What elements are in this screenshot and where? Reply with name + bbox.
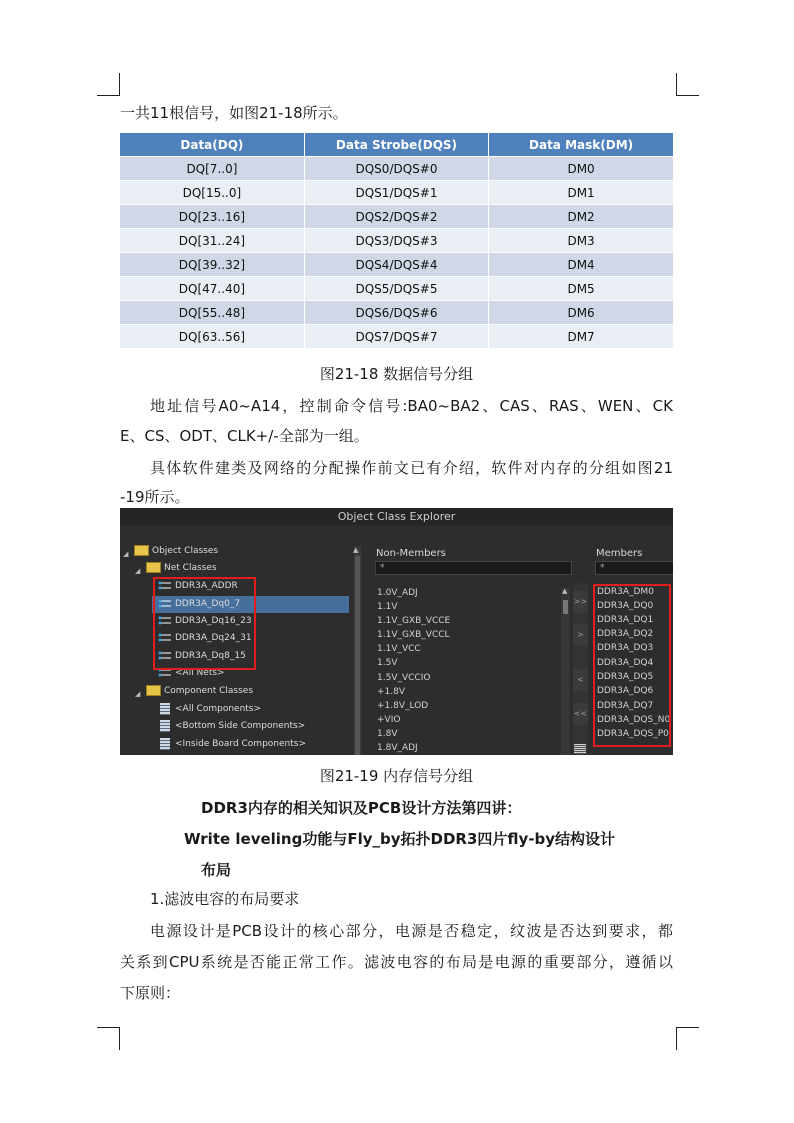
tree-label: <All Nets>: [175, 668, 225, 678]
cell-dm: DM2: [489, 205, 673, 229]
collapse-triangle-icon[interactable]: ◢: [135, 567, 141, 575]
non-member-item[interactable]: 1.5V: [377, 658, 398, 668]
paragraph-address-line2: E、CS、ODT、CLK+/-全部为一组。: [120, 427, 369, 445]
member-item[interactable]: DDR3A_DQ7: [597, 701, 654, 711]
tree-label: Component Classes: [164, 686, 254, 696]
member-item[interactable]: DDR3A_DQ6: [597, 686, 654, 696]
tree-label: DDR3A_Dq24_31: [175, 633, 252, 643]
tree-label: DDR3A_Dq16_23: [175, 616, 252, 626]
header-dq: Data(DQ): [120, 133, 304, 157]
member-item[interactable]: DDR3A_DQ1: [597, 615, 654, 625]
remove-all-button[interactable]: <<: [573, 703, 588, 725]
table-row: [120, 157, 673, 181]
member-item[interactable]: DDR3A_DQ0: [597, 601, 654, 611]
paragraph-power-line2: 关系到CPU系统是否能正常工作。滤波电容的布局是电源的重要部分，遵循以: [120, 953, 673, 971]
cell-dq: DQ[39..32]: [120, 253, 304, 277]
table-row: [120, 325, 673, 349]
non-member-item[interactable]: 1.1V: [377, 602, 398, 612]
members-red-highlight: [593, 584, 671, 747]
cell-dqs: DQS0/DQS#0: [304, 157, 488, 181]
tree-component-item[interactable]: [160, 737, 306, 752]
component-icon: [160, 720, 170, 732]
cell-dm: DM0: [489, 157, 673, 181]
cell-dqs: DQS3/DQS#3: [304, 229, 488, 253]
subsection-title: 1.滤波电容的布局要求: [150, 890, 300, 908]
folder-icon: [134, 545, 149, 556]
tree-label: DDR3A_Dq0_7: [175, 599, 241, 609]
non-member-item[interactable]: +VIO: [377, 715, 401, 725]
section-heading-line3: 布局: [201, 861, 232, 879]
non-member-item[interactable]: 1.1V_VCC: [377, 644, 421, 654]
object-class-explorer-screenshot: [120, 508, 673, 755]
table-row: [120, 181, 673, 205]
non-members-header: Non-Members: [376, 548, 446, 559]
figure-caption-21-18: 图21-18 数据信号分组: [319, 365, 474, 383]
section-heading-line2: Write leveling功能与Fly_by拓扑DDR3四片fly-by结构设计: [184, 830, 616, 848]
cell-dq: DQ[55..48]: [120, 301, 304, 325]
paragraph-address-line1: 地址信号A0~A14，控制命令信号:BA0~BA2、CAS、RAS、WEN、CK: [150, 397, 673, 415]
member-item[interactable]: DDR3A_DQS_P0: [597, 729, 669, 739]
tree-net-classes[interactable]: [146, 561, 217, 576]
paragraph-software-line1: 具体软件建类及网络的分配操作前文已有介绍，软件对内存的分组如图21: [150, 459, 673, 477]
tree-object-classes[interactable]: [134, 544, 218, 559]
section-heading-line1: DDR3内存的相关知识及PCB设计方法第四讲：: [201, 799, 522, 817]
folder-icon: [146, 562, 161, 573]
scroll-up-arrow-icon[interactable]: ▲: [562, 587, 568, 595]
add-all-button[interactable]: >>: [573, 591, 588, 613]
cell-dqs: DQS4/DQS#4: [304, 253, 488, 277]
cell-dm: DM6: [489, 301, 673, 325]
table-row: [120, 205, 673, 229]
member-item[interactable]: DDR3A_DQ2: [597, 629, 654, 639]
paragraph-power-line1: 电源设计是PCB设计的核心部分，电源是否稳定，纹波是否达到要求，都: [150, 922, 673, 940]
members-header: Members: [596, 548, 643, 559]
folder-icon: [146, 685, 161, 696]
cell-dq: DQ[31..24]: [120, 229, 304, 253]
cell-dq: DQ[63..56]: [120, 325, 304, 349]
table-header-row: [120, 133, 673, 157]
cell-dq: DQ[23..16]: [120, 205, 304, 229]
tree-label: <Inside Board Components>: [175, 739, 306, 749]
cell-dq: DQ[47..40]: [120, 277, 304, 301]
table-row: [120, 301, 673, 325]
cell-dq: DQ[15..0]: [120, 181, 304, 205]
non-members-scrollbar[interactable]: [561, 588, 570, 755]
non-member-item[interactable]: 1.1V_GXB_VCCE: [377, 616, 451, 626]
tree-label: Object Classes: [152, 546, 219, 556]
intro-line: 一共11根信号，如图21-18所示。: [120, 104, 348, 122]
non-member-item[interactable]: 1.8V_ADJ: [377, 743, 418, 753]
header-dqs: Data Strobe(DQS): [304, 133, 488, 157]
cell-dm: DM5: [489, 277, 673, 301]
net-classes-red-highlight: [153, 577, 256, 670]
tree-label: DDR3A_Dq8_15: [175, 651, 246, 661]
non-member-item[interactable]: 1.8V: [377, 729, 398, 739]
window-title: Object Class Explorer: [337, 510, 456, 523]
tree-label: <All Components>: [175, 704, 262, 714]
cell-dm: DM3: [489, 229, 673, 253]
paragraph-power-line3: 下原则：: [120, 984, 181, 1002]
collapse-triangle-icon[interactable]: ◢: [123, 550, 129, 558]
collapse-triangle-icon[interactable]: ◢: [135, 690, 141, 698]
cell-dqs: DQS5/DQS#5: [304, 277, 488, 301]
cell-dqs: DQS1/DQS#1: [304, 181, 488, 205]
cell-dm: DM7: [489, 325, 673, 349]
component-icon: [160, 738, 170, 750]
table-row: [120, 229, 673, 253]
crop-mark-bottom-right: [676, 1027, 699, 1050]
cell-dqs: DQS7/DQS#7: [304, 325, 488, 349]
data-signal-table: [120, 133, 673, 348]
tree-component-item[interactable]: [160, 702, 261, 717]
non-members-filter-input[interactable]: *: [375, 561, 572, 575]
table-row: [120, 277, 673, 301]
cell-dm: DM4: [489, 253, 673, 277]
table-row: [120, 253, 673, 277]
member-item[interactable]: DDR3A_DQ4: [597, 658, 654, 668]
cell-dqs: DQS2/DQS#2: [304, 205, 488, 229]
cell-dm: DM1: [489, 181, 673, 205]
cell-dqs: DQS6/DQS#6: [304, 301, 488, 325]
tree-label: DDR3A_ADDR: [175, 581, 238, 591]
tree-label: Net Classes: [164, 563, 217, 573]
crop-mark-top-right: [676, 73, 699, 96]
tree-component-classes[interactable]: [146, 684, 253, 699]
paragraph-software-line2: -19所示。: [120, 488, 190, 506]
crop-mark-bottom-left: [97, 1027, 120, 1050]
member-item[interactable]: DDR3A_DM0: [597, 587, 654, 597]
member-item[interactable]: DDR3A_DQ5: [597, 672, 654, 682]
list-view-icon[interactable]: [574, 744, 586, 754]
cell-dq: DQ[7..0]: [120, 157, 304, 181]
crop-mark-top-left: [97, 73, 120, 96]
non-member-item[interactable]: +1.8V: [377, 687, 406, 697]
tree-label: <Bottom Side Components>: [175, 721, 306, 731]
non-member-item[interactable]: 1.5V_VCCIO: [377, 673, 431, 683]
scroll-up-arrow-icon[interactable]: ▲: [353, 546, 359, 554]
non-member-item[interactable]: 1.0V_ADJ: [377, 588, 418, 598]
figure-caption-21-19: 图21-19 内存信号分组: [319, 767, 474, 785]
add-button[interactable]: >: [573, 624, 588, 646]
non-member-item[interactable]: 1.1V_GXB_VCCL: [377, 630, 450, 640]
member-item[interactable]: DDR3A_DQ3: [597, 643, 654, 653]
tree-scrollbar[interactable]: [354, 546, 361, 755]
non-member-item[interactable]: +1.8V_LOD: [377, 701, 429, 711]
tree-component-item[interactable]: [160, 719, 305, 734]
member-item[interactable]: DDR3A_DQS_N0: [597, 715, 671, 725]
remove-button[interactable]: <: [573, 669, 588, 691]
header-dm: Data Mask(DM): [489, 133, 673, 157]
members-filter-input[interactable]: *: [595, 561, 673, 575]
component-icon: [160, 703, 170, 715]
